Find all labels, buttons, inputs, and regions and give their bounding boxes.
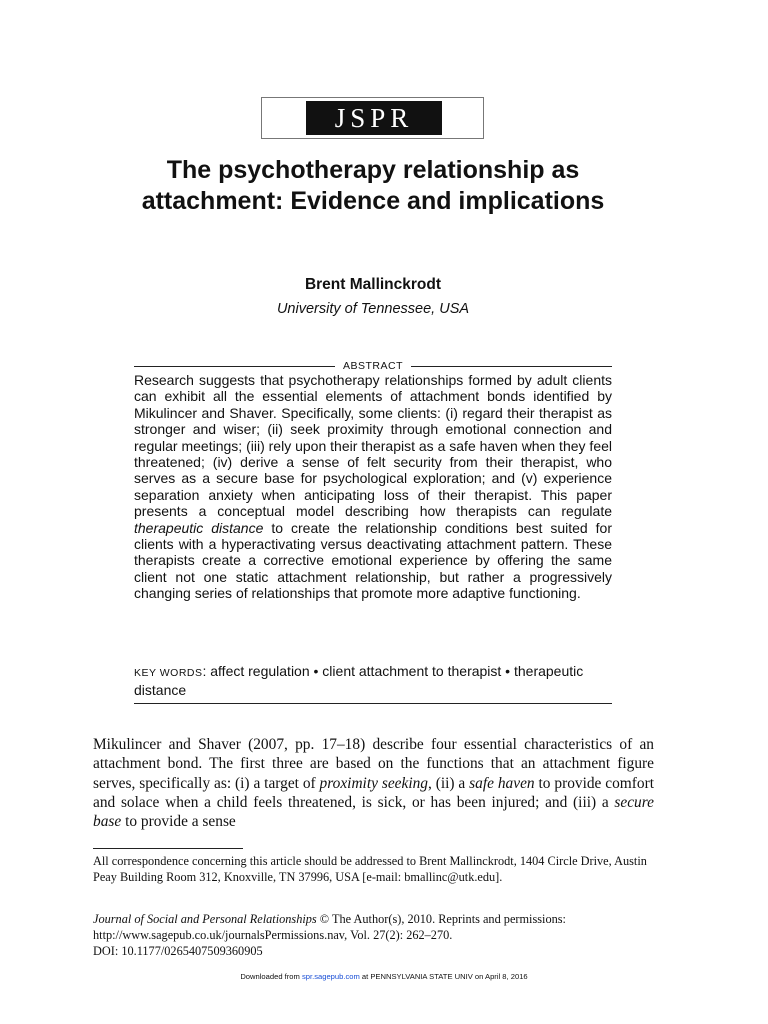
download-suffix: at PENNSYLVANIA STATE UNIV on April 8, 2016: [359, 972, 528, 981]
journal-logo-text: JSPR: [306, 101, 442, 135]
correspondence-footnote: All correspondence concerning this article should be addressed to Brent Mallinckrodt, 1404 Circle Drive, Austin Peay Building Room 312, Knoxville, TN 37996, USA [e-mail: bmallinc@utk.edu].: [93, 854, 647, 884]
abstract-italic-term: therapeutic distance: [134, 519, 264, 536]
author-name: Brent Mallinckrodt: [304, 276, 442, 293]
author-affiliation: University of Tennessee, USA: [276, 301, 470, 317]
citation-line1: © The Author(s), 2010. Reprints and permissions:: [316, 912, 566, 926]
abstract-rule-left: [134, 366, 335, 367]
body-text-2: , (ii) a: [428, 774, 470, 792]
body-text-3: to provide comfort and solace when a child feels threatened, is sick, or has been injured; and (iii) a: [93, 774, 654, 811]
abstract-text-part1: Research suggests that psychotherapy relationships formed by adult clients can exhibit all the essential elements of attachment bonds identified by Mikulincer and Shaver. Specifically, some clients: (i) regard their therapist as stronger and wiser; (ii) seek proximity through emotional connection and regular meetings; (iii) rely upon their therapist as a safe haven when they feel threatened; (iv) derive a sense of felt security from their therapist, who serves as a secure base for psychological exploration; and (v) experience separation anxiety when anticipating loss of their therapist. This paper presents a conceptual model describing how therapists can regulate: [134, 372, 612, 520]
citation-journal: Journal of Social and Personal Relationships: [93, 912, 317, 926]
keywords: [134, 663, 612, 699]
keywords-label: KEY WORDS: [134, 667, 203, 679]
citation-line2: http://www.sagepub.co.uk/journalsPermissions.nav, Vol. 27(2): 262–270.: [93, 928, 453, 942]
journal-logo: [261, 97, 484, 139]
abstract-text: [134, 372, 612, 602]
citation-doi: DOI: 10.1177/0265407509360905: [93, 944, 263, 958]
body-text-1: Mikulincer and Shaver (2007, pp. 17–18) describe four essential characteristics of an attachment bond. The first three are based on the functions that an attachment figure serves, specifically as: (i) a target of: [93, 736, 654, 792]
body-text-4: to provide a sense: [121, 813, 236, 831]
body-paragraph: [93, 735, 654, 831]
article-title: The psychotherapy relationship as attachment: Evidence and implications: [141, 156, 605, 215]
footnote-rule: [93, 848, 243, 849]
citation-info: [93, 911, 654, 959]
body-emphasis-safe-haven: safe haven: [469, 774, 535, 792]
keywords-text: : affect regulation • client attachment to therapist • therapeutic distance: [134, 663, 584, 698]
download-link[interactable]: spr.sagepub.com: [301, 972, 360, 981]
abstract-rule-right: [411, 366, 612, 367]
body-emphasis-proximity: proximity seeking: [319, 774, 428, 792]
download-notice: [0, 972, 768, 981]
keywords-rule: [134, 703, 612, 704]
download-prefix: Downloaded from: [240, 972, 302, 981]
abstract-text-part2: to create the relationship conditions best suited for clients with a hyperactivating versus deactivating attachment pattern. These therapists create a corrective emotional experience by offering the same client not one static attachment relationship, but rather a progressively changing series of relationships that promote more adaptive functioning.: [134, 519, 612, 602]
body-emphasis-secure-base: secure base: [93, 793, 654, 831]
abstract-label: ABSTRACT: [343, 360, 404, 372]
